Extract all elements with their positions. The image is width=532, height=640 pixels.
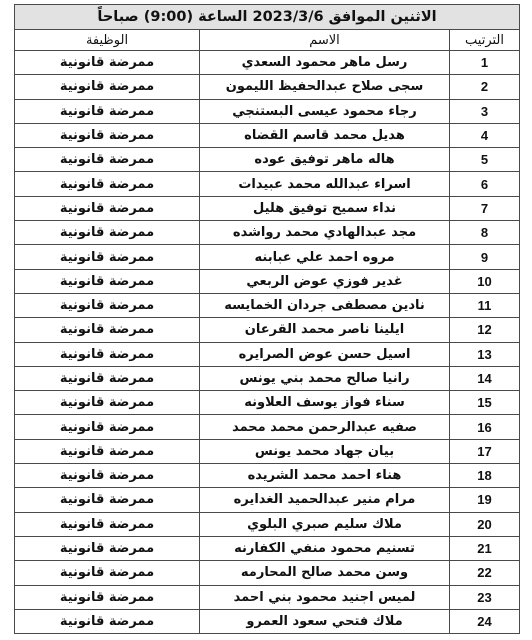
job-title: ممرضة قانونية [15,269,200,293]
employee-name: رسل ماهر محمود السعدي [200,51,450,75]
job-title: ممرضة قانونية [15,123,200,147]
row-number: 16 [450,415,520,439]
row-number: 23 [450,585,520,609]
row-number: 3 [450,99,520,123]
header-row [15,30,520,51]
employee-name: مجد عبدالهادي محمد رواشده [200,221,450,245]
employee-name: هديل محمد قاسم القضاه [200,123,450,147]
employee-name: اسيل حسن عوض الصرايره [200,342,450,366]
table-row [15,148,520,172]
row-number: 7 [450,196,520,220]
table-row [15,391,520,415]
table-row [15,269,520,293]
row-number: 21 [450,536,520,560]
row-number: 10 [450,269,520,293]
employee-name: هناء احمد محمد الشريده [200,464,450,488]
column-header-job: الوظيفة [15,30,200,51]
table-row [15,464,520,488]
job-title: ممرضة قانونية [15,536,200,560]
employee-name: سناء فواز يوسف العلاونه [200,391,450,415]
job-title: ممرضة قانونية [15,318,200,342]
row-number: 24 [450,609,520,633]
column-header-name: الاسم [200,30,450,51]
row-number: 20 [450,512,520,536]
table-row [15,512,520,536]
table-row [15,585,520,609]
job-title: ممرضة قانونية [15,609,200,633]
table-row [15,439,520,463]
row-number: 15 [450,391,520,415]
employee-name: نادين مصطفى جردان الخمايسه [200,293,450,317]
employee-name: رجاء محمود عيسى البستنجي [200,99,450,123]
table-row [15,221,520,245]
row-number: 13 [450,342,520,366]
schedule-caption: الاثنين الموافق 2023/3/6 الساعة (9:00) صباحاً [15,5,520,30]
row-number: 2 [450,75,520,99]
job-title: ممرضة قانونية [15,561,200,585]
row-number: 22 [450,561,520,585]
employee-name: صفيه عبدالرحمن محمد محمد [200,415,450,439]
table-row [15,561,520,585]
table-row [15,342,520,366]
employee-name: رانيا صالح محمد بني يونس [200,366,450,390]
employee-name: مرام منير عبدالحميد الغدايره [200,488,450,512]
table-row [15,172,520,196]
table-row [15,51,520,75]
job-title: ممرضة قانونية [15,51,200,75]
job-title: ممرضة قانونية [15,172,200,196]
row-number: 8 [450,221,520,245]
row-number: 19 [450,488,520,512]
row-number: 5 [450,148,520,172]
table-row [15,196,520,220]
employee-name: هاله ماهر توفيق عوده [200,148,450,172]
table-row [15,99,520,123]
table-row [15,488,520,512]
row-number: 9 [450,245,520,269]
row-number: 14 [450,366,520,390]
job-title: ممرضة قانونية [15,196,200,220]
job-title: ممرضة قانونية [15,75,200,99]
job-title: ممرضة قانونية [15,512,200,536]
employee-name: لميس اجنيد محمود بني احمد [200,585,450,609]
job-title: ممرضة قانونية [15,342,200,366]
employee-name: وسن محمد صالح المحارمه [200,561,450,585]
job-title: ممرضة قانونية [15,415,200,439]
table-row [15,318,520,342]
table-row [15,415,520,439]
employee-name: اسراء عبدالله محمد عبيدات [200,172,450,196]
row-number: 4 [450,123,520,147]
schedule-sheet [14,4,519,634]
column-header-number: الترتيب [450,30,520,51]
job-title: ممرضة قانونية [15,366,200,390]
employee-name: نداء سميح توفيق هليل [200,196,450,220]
job-title: ممرضة قانونية [15,245,200,269]
job-title: ممرضة قانونية [15,464,200,488]
employee-name: ملاك فتحي سعود العمرو [200,609,450,633]
row-number: 1 [450,51,520,75]
table-row [15,75,520,99]
job-title: ممرضة قانونية [15,439,200,463]
table-row [15,123,520,147]
employee-name: بيان جهاد محمد يونس [200,439,450,463]
employee-name: تسنيم محمود منفي الكفارنه [200,536,450,560]
row-number: 18 [450,464,520,488]
job-title: ممرضة قانونية [15,391,200,415]
table-row [15,245,520,269]
row-number: 12 [450,318,520,342]
employee-name: ملاك سليم صبري البلوي [200,512,450,536]
table-row [15,609,520,633]
employee-name: ايلينا ناصر محمد القرعان [200,318,450,342]
table-row [15,293,520,317]
row-number: 6 [450,172,520,196]
row-number: 17 [450,439,520,463]
job-title: ممرضة قانونية [15,488,200,512]
employee-name: غدير فوزي عوض الربعي [200,269,450,293]
job-title: ممرضة قانونية [15,293,200,317]
employee-name: مروه احمد علي عبابنه [200,245,450,269]
employee-name: سجى صلاح عبدالحفيظ الليمون [200,75,450,99]
job-title: ممرضة قانونية [15,148,200,172]
table-row [15,536,520,560]
job-title: ممرضة قانونية [15,221,200,245]
row-number: 11 [450,293,520,317]
caption-row [15,5,520,30]
table-row [15,366,520,390]
job-title: ممرضة قانونية [15,99,200,123]
job-title: ممرضة قانونية [15,585,200,609]
roster-body [15,51,520,634]
roster-table [14,4,520,634]
